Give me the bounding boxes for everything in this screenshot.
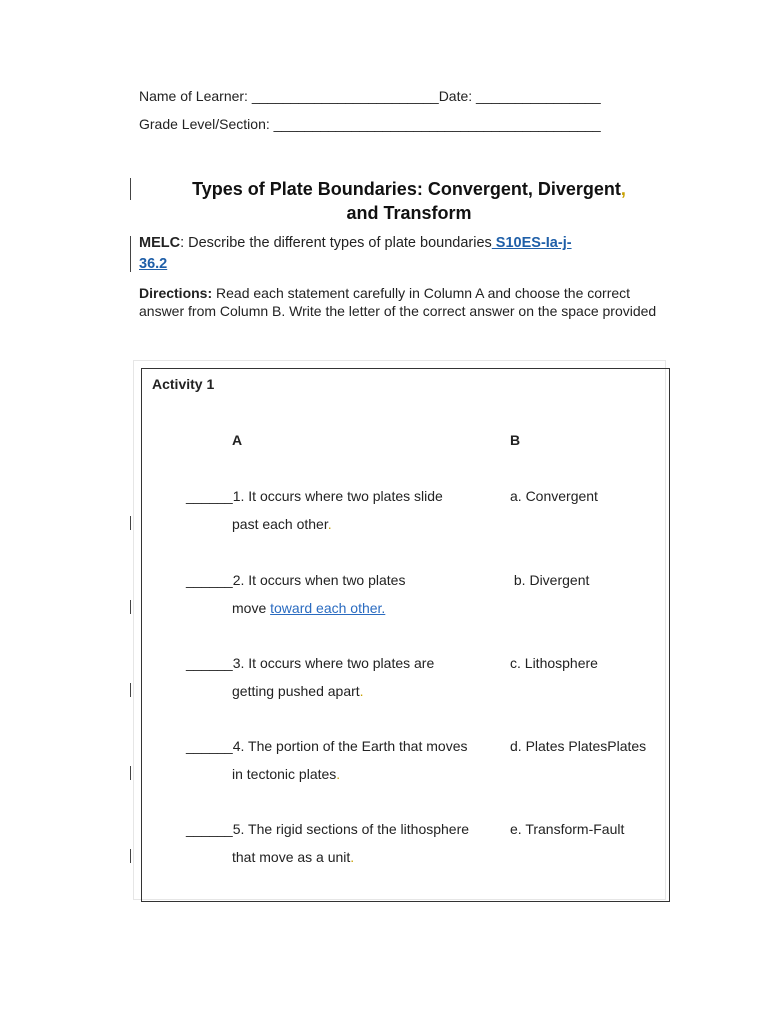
question-2-text: move: [232, 600, 271, 616]
activity-title: Activity 1: [152, 376, 215, 392]
title-punct: ,: [620, 179, 626, 199]
question-1-cont: [232, 516, 332, 532]
question-3-cont: [232, 683, 364, 699]
page-title: [150, 177, 668, 225]
question-4-cont: [232, 766, 340, 782]
question-2: ______2. It occurs when two plates: [186, 572, 406, 588]
melc-statement: [139, 233, 659, 275]
revision-bar: [130, 178, 131, 200]
question-1-text: past each other: [232, 516, 328, 532]
question-4: ______4. The portion of the Earth that moves: [186, 738, 468, 754]
melc-code[interactable]: S10ES-Ia-j-: [491, 235, 572, 251]
question-4-text: in tectonic plates: [232, 766, 337, 782]
question-3: ______3. It occurs where two plates are: [186, 655, 435, 671]
answer-d: d. Plates PlatesPlates: [510, 738, 647, 754]
revision-bar: [130, 600, 131, 614]
question-4-punct: .: [336, 766, 341, 782]
column-a-header: A: [232, 432, 243, 448]
question-3-text: getting pushed apart: [232, 683, 360, 699]
name-of-learner-line: Name of Learner: ________________________Date: ________________: [139, 88, 601, 104]
melc-text: : Describe the different types of plate boundaries: [180, 235, 492, 251]
revision-bar: [130, 766, 131, 780]
melc-code-cont[interactable]: 36.2: [139, 256, 168, 272]
directions-text: Read each statement carefully in Column A and choose the correct answer from Column B. Write the letter of the correct answer on the space provided: [139, 285, 657, 319]
revision-bar: [130, 683, 131, 697]
revision-bar: [130, 849, 131, 863]
grade-level-section-line: Grade Level/Section: __________________________________________: [139, 116, 601, 132]
question-3-punct: .: [359, 683, 364, 699]
question-2-link[interactable]: toward each other.: [270, 600, 386, 616]
revision-bar: [130, 516, 131, 530]
directions-label: Directions:: [139, 285, 213, 301]
answer-a: a. Convergent: [510, 488, 598, 504]
question-5-cont: [232, 849, 354, 865]
question-5-text: that move as a unit: [232, 849, 351, 865]
title-line-1: Types of Plate Boundaries: Convergent, Divergent: [192, 179, 621, 199]
answer-c: c. Lithosphere: [510, 655, 598, 671]
question-2-cont: [232, 600, 385, 616]
question-1: ______1. It occurs where two plates slide: [186, 488, 443, 504]
answer-e: e. Transform-Fault: [510, 821, 625, 837]
question-5-punct: .: [350, 849, 355, 865]
column-b-header: B: [510, 432, 521, 448]
answer-b: b. Divergent: [510, 572, 590, 588]
title-line-2: and Transform: [346, 203, 472, 223]
question-5: ______5. The rigid sections of the lithosphere: [186, 821, 470, 837]
directions: [139, 284, 659, 320]
melc-label: MELC: [139, 235, 181, 251]
question-1-punct: .: [327, 516, 332, 532]
revision-bar: [130, 236, 131, 272]
